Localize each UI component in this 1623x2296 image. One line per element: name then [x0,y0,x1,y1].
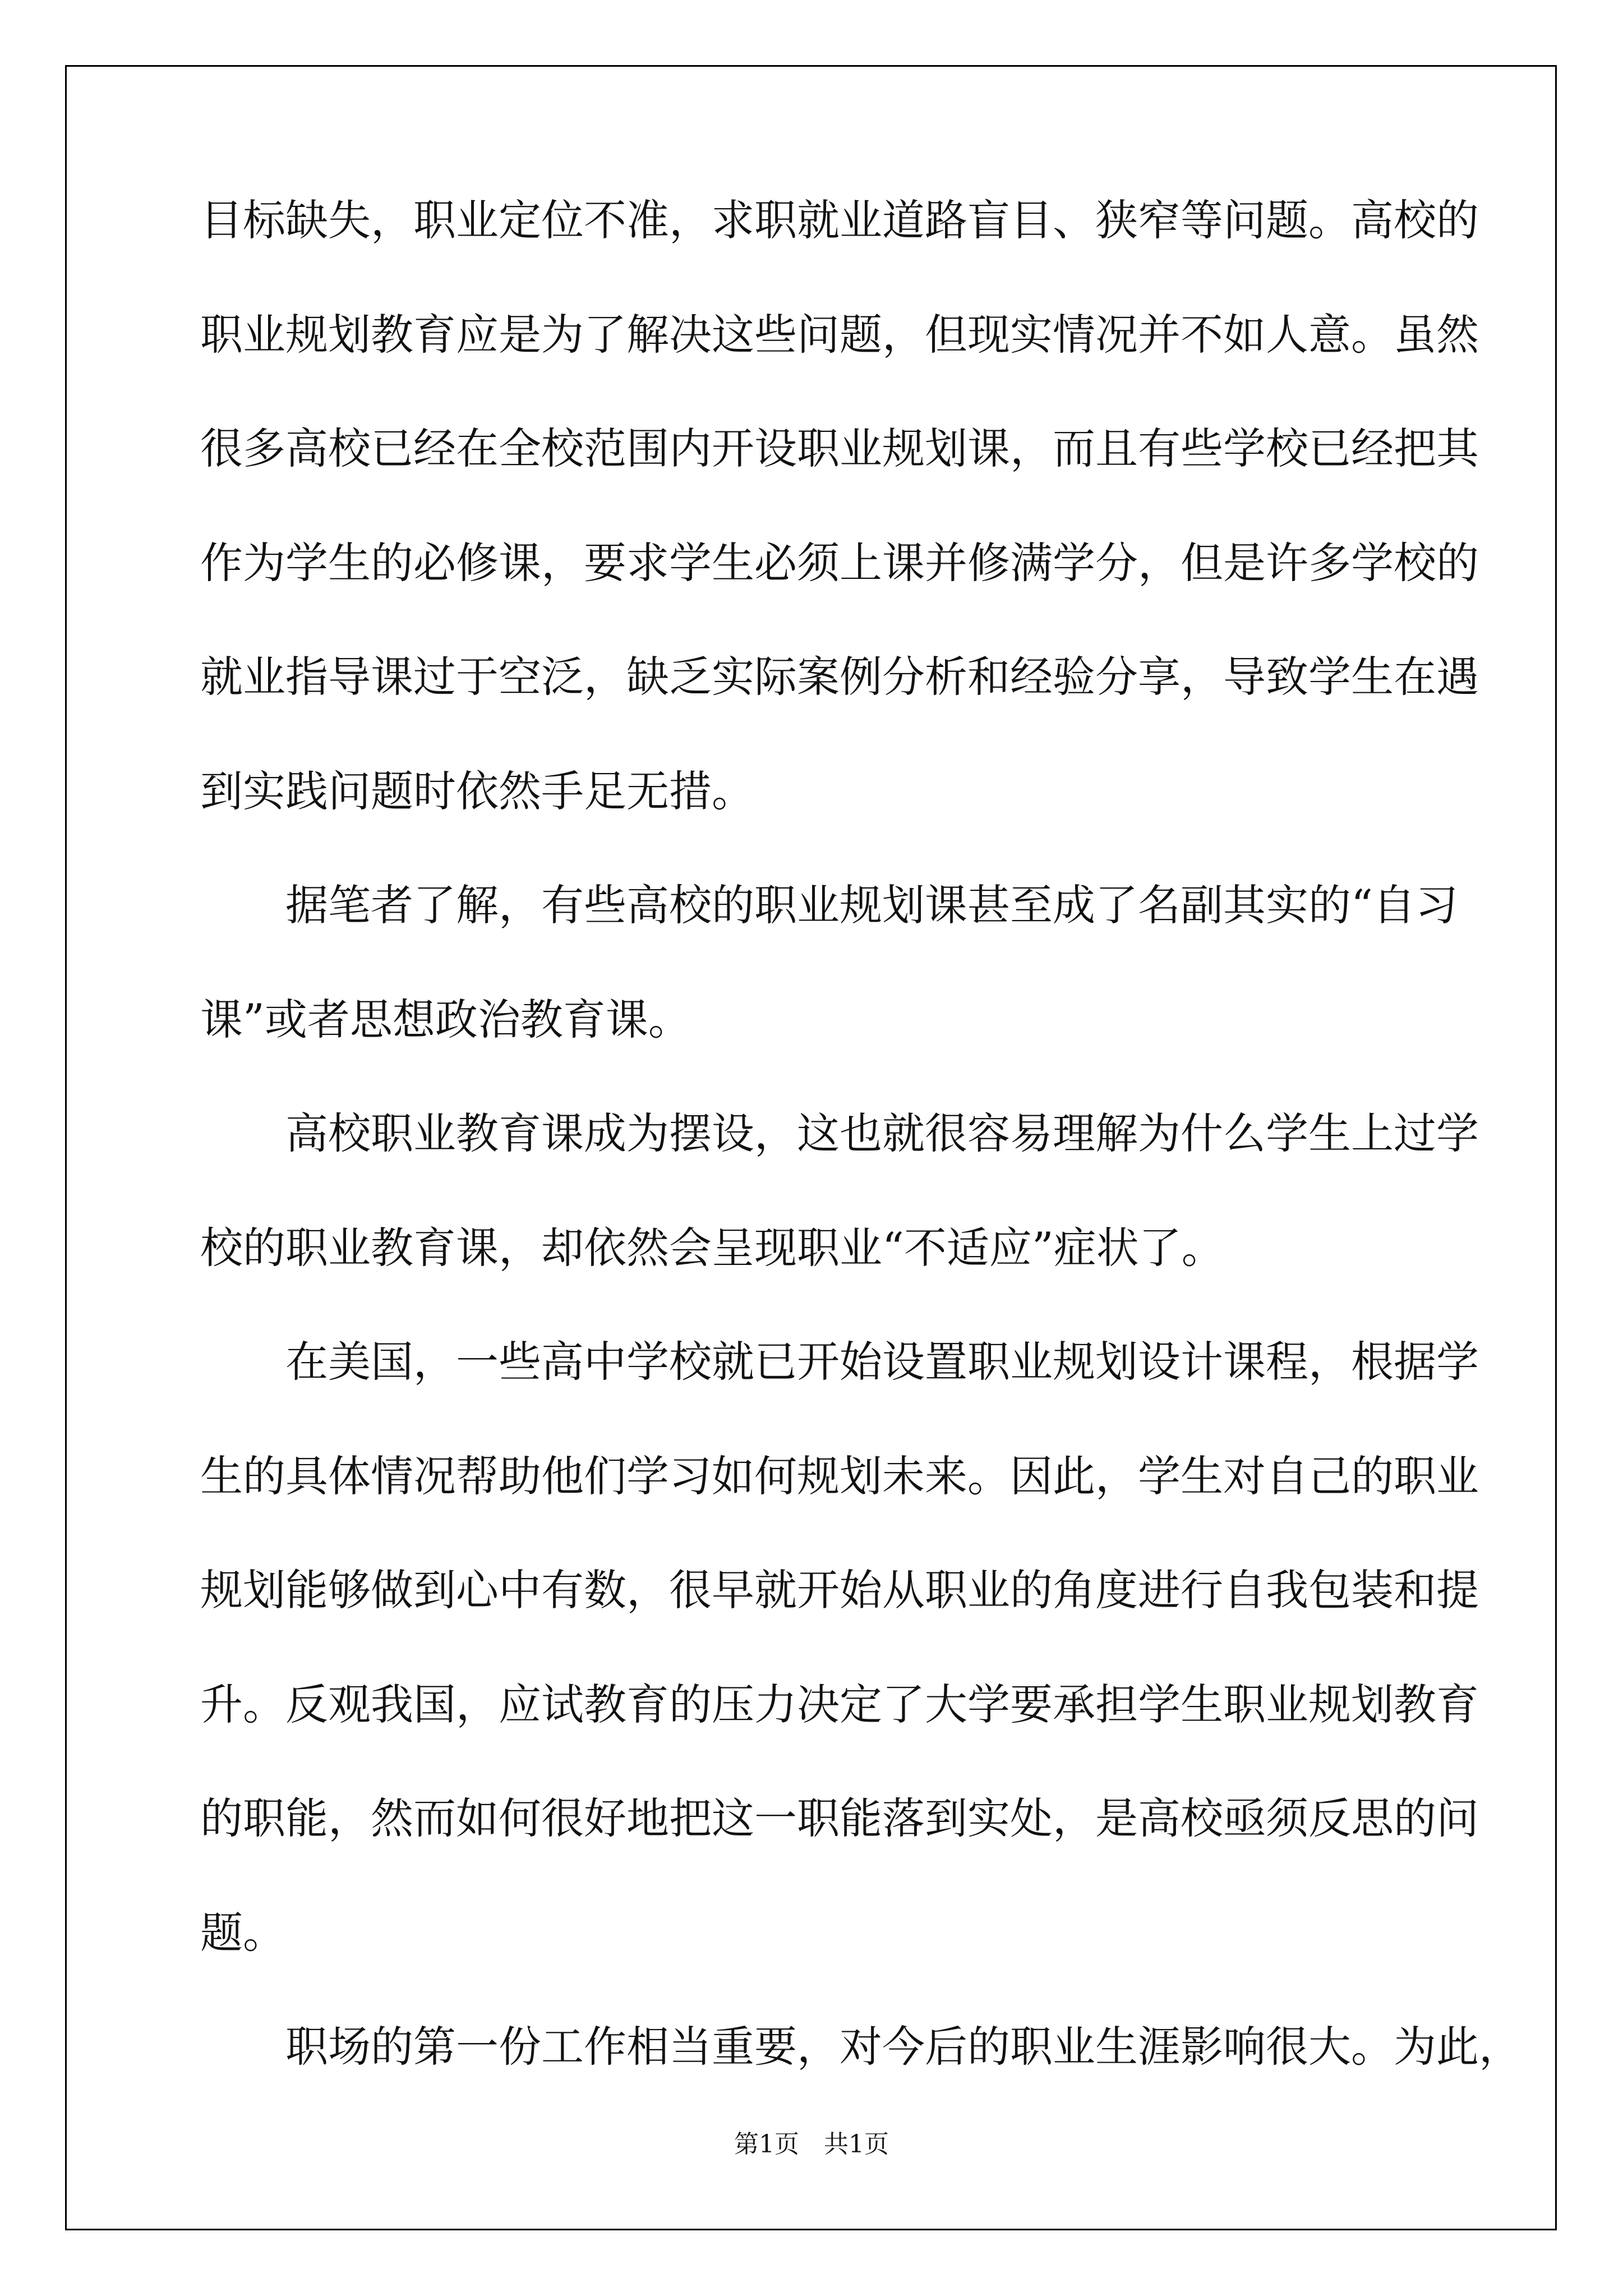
text-line: 升。反观我国，应试教育的压力决定了大学要承担学生职业规划教育 [200,1679,1479,1729]
text-line: 目标缺失，职业定位不准，求职就业道路盲目、狭窄等问题。高校的 [200,195,1479,245]
paragraph-first-line: 高校职业教育课成为摆设，这也就很容易理解为什么学生上过学 [285,1108,1479,1158]
text-line: 生的具体情况帮助他们学习如何规划未来。因此，学生对自己的职业 [200,1451,1479,1501]
text-line: 的职能，然而如何很好地把这一职能落到实处，是高校亟须反思的问 [200,1793,1479,1843]
text-line: 课”或者思想政治教育课。 [200,994,691,1045]
text-line: 校的职业教育课，却依然会呈现职业“不适应”症状了。 [200,1222,1224,1273]
text-line: 就业指导课过于空泛，缺乏实际案例分析和经验分享，导致学生在遇 [200,652,1479,702]
text-line: 作为学生的必修课，要求学生必须上课并修满学分，但是许多学校的 [200,537,1479,588]
paragraph-first-line: 据笔者了解，有些高校的职业规划课甚至成了名副其实的“自习 [285,880,1458,930]
paragraph-first-line: 在美国，一些高中学校就已开始设置职业规划设计课程，根据学 [285,1337,1479,1387]
text-line: 题。 [200,1907,285,1958]
text-line: 职业规划教育应是为了解决这些问题，但现实情况并不如人意。虽然 [200,309,1479,360]
text-line: 规划能够做到心中有数，很早就开始从职业的角度进行自我包装和提 [200,1565,1479,1615]
text-line: 很多高校已经在全校范围内开设职业规划课，而且有些学校已经把其 [200,424,1479,473]
document-body [200,195,1521,2140]
page-footer: 第1页 共1页 [734,2130,889,2159]
paragraph-first-line: 职场的第一份工作相当重要，对今后的职业生涯影响很大。为此， [285,2022,1521,2072]
text-line: 到实践问题时依然手足无措。 [200,766,754,816]
